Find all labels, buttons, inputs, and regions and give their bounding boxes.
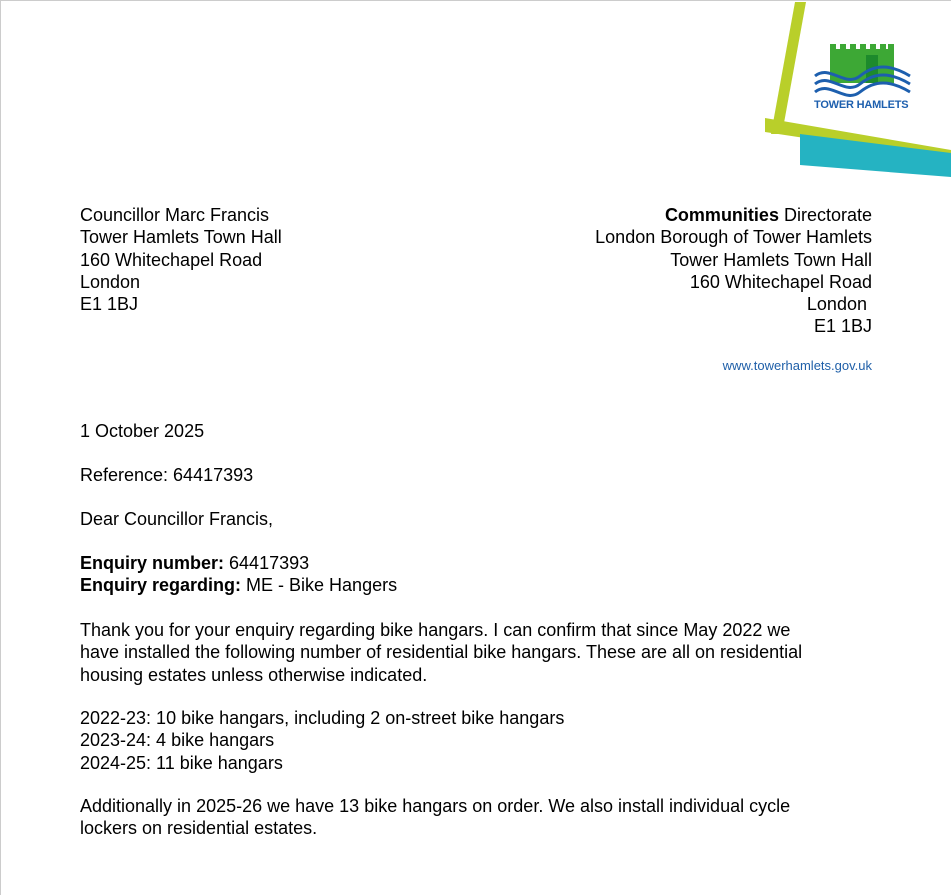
directorate-name: Communities <box>664 205 779 225</box>
body-line: Thank you for your enquiry regarding bike hangars. I can confirm that since May 2022 we <box>80 620 791 640</box>
body-paragraph <box>80 619 802 686</box>
body-line: housing estates unless otherwise indicated. <box>80 664 428 685</box>
enquiry-regarding-label: Enquiry regarding: <box>80 575 242 595</box>
salutation: Dear Councillor Francis, <box>80 509 274 529</box>
recipient-line: E1 1BJ <box>80 294 139 315</box>
enquiry-number <box>80 552 309 574</box>
recipient-line: London <box>80 271 141 292</box>
list-item: 2024-25: 11 bike hangars <box>80 752 283 773</box>
sender-directorate <box>595 204 872 226</box>
website-link[interactable]: www.towerhamlets.gov.uk <box>722 358 872 373</box>
enquiry-regarding-value: ME - Bike Hangers <box>246 575 398 595</box>
closing-paragraph <box>80 795 790 840</box>
enquiry-number-label: Enquiry number: <box>80 553 225 573</box>
sender-line: 160 Whitechapel Road <box>689 271 872 292</box>
letter-reference: Reference: 64417393 <box>80 465 254 485</box>
sender-line: E1 1BJ <box>813 316 872 337</box>
list-item: 2022-23: 10 bike hangars, including 2 on-street bike hangars <box>80 708 565 728</box>
recipient-line: Tower Hamlets Town Hall <box>80 227 282 248</box>
logo-wordmark: TOWER HAMLETS <box>814 99 909 111</box>
sender-line: London Borough of Tower Hamlets <box>595 227 872 248</box>
sender-line: London <box>806 294 867 315</box>
sender-address <box>595 204 872 338</box>
enquiry-regarding <box>80 574 397 596</box>
hangar-list <box>80 707 564 774</box>
letter-date: 1 October 2025 <box>80 421 205 441</box>
directorate-suffix: Directorate <box>783 205 872 225</box>
recipient-line: 160 Whitechapel Road <box>80 249 263 270</box>
enquiry-number-value: 64417393 <box>229 553 310 573</box>
body-line: have installed the following number of residential bike hangars. These are all on residential <box>80 642 803 663</box>
recipient-line: Councillor Marc Francis <box>80 205 270 225</box>
list-item: 2023-24: 4 bike hangars <box>80 730 275 751</box>
recipient-address <box>80 204 282 315</box>
closing-line: Additionally in 2025-26 we have 13 bike hangars on order. We also install individual cycle <box>80 796 791 816</box>
closing-line: lockers on residential estates. <box>80 818 318 839</box>
sender-line: Tower Hamlets Town Hall <box>670 249 872 270</box>
logo-lime-stripe <box>771 2 806 134</box>
tower-hamlets-logo <box>0 0 951 200</box>
